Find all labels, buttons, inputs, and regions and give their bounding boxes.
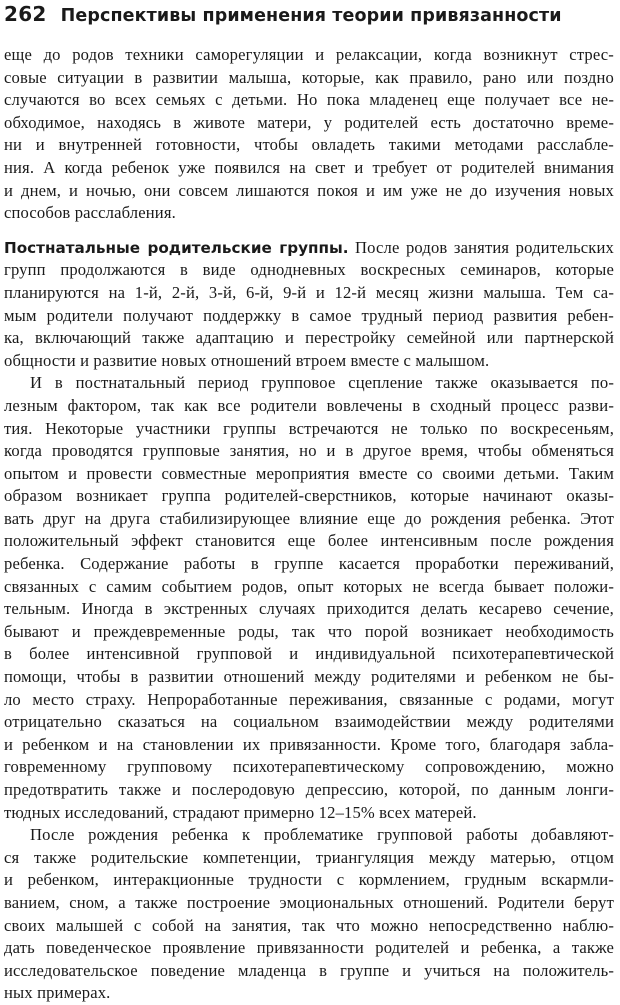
text-fragment: После родов занятия родительских [348, 237, 614, 257]
text-line: тюдных исследований, страдают примерно 12–15% всех матерей. [4, 802, 477, 822]
text-line: еще до родов техники саморегуляции и релаксации, когда возникнут стрес- [4, 45, 614, 64]
text-line: отрицательно сказаться на социальном взаимодействии между родителями [4, 712, 614, 732]
text-line: опытом и провести совместные мероприятия вместе со своими детьми. Таким [4, 463, 614, 483]
text-line: бывают и преждевременные роды, так что порой возникает необходимость [4, 621, 614, 641]
text-line: тельным. Иногда в экстренных случаях приходится делать кесарево сечение, [4, 599, 614, 619]
text-line: образом возникает группа родителей-сверстников, которые начинают оказы- [4, 486, 614, 506]
text-line: своих малышей с собой на занятия, так что можно непосредственно наблю- [4, 915, 614, 935]
text-line: помощи, чтобы в развитии отношений между родителями и ребенком не бы- [4, 667, 614, 687]
text-line: говременному групповому психотерапевтическому сопровождению, можно [4, 757, 614, 777]
paragraph-spacer [4, 225, 614, 237]
text-line: дать поведенческое проявление привязанности родителей и ребенка, а также [4, 938, 614, 958]
text-line: И в постнатальный период групповое сцепление также оказывается по- [30, 373, 614, 393]
section-run-in-heading: Постнатальные родительские группы. [4, 238, 349, 257]
text-line: групп продолжаются в виде однодневных воскресных семинаров, которые [4, 260, 614, 280]
text-line: положительный эффект становится еще более интенсивным после рождения [4, 531, 614, 551]
paragraph-postnatal-groups [4, 237, 614, 373]
text-line: лезным фактором, так как все родители вовлечены в сходный процесс разви- [4, 395, 614, 415]
text-line: ся также родительские компетенции, триангуляция между матерью, отцом [4, 847, 614, 867]
text-line: случаются во всех семьях с детьми. Но пока младенец еще получает все не- [4, 90, 614, 110]
text-line: и ребенком и на становлении их привязанности. Кроме того, благодаря забла- [4, 734, 614, 754]
text-line: тия. Некоторые участники группы встречаются не только по воскресеньям, [4, 418, 614, 438]
text-line: ных примерах. [4, 983, 111, 1003]
text-line: совые ситуации в развитии малыша, которые, как правило, рано или поздно [4, 67, 614, 87]
text-line: ванием, сном, а также построение эмоциональных отношений. Родители берут [4, 892, 614, 912]
text-line: ребенка. Содержание работы в группе касается проработки переживаний, [4, 554, 614, 574]
text-line: ния. А когда ребенок уже появился на свет и требует от родителей внимания [4, 157, 614, 177]
paragraph-continuation [4, 44, 614, 225]
running-title: Перспективы применения теории привязанности [60, 6, 562, 26]
text-line: вать друг на друга стабилизирующее влияние еще до рождения ребенка. Этот [4, 508, 614, 528]
text-line: способов расслабления. [4, 203, 176, 223]
text-line: После рождения ребенка к проблематике групповой работы добавляют- [30, 825, 614, 845]
text-line: в более интенсивной групповой и индивидуальной психотерапевтической [4, 644, 614, 664]
text-line: предотвратить также и послеродовую депрессию, которой, по данным лонги- [4, 780, 614, 799]
paragraph-group-cohesion [4, 372, 614, 824]
text-line: общности и развитие новых отношений втроем вместе с малышом. [4, 350, 490, 370]
text-line: связанных с самим событием родов, опыт которых не всегда бывает положи- [4, 576, 614, 596]
text-line [4, 237, 614, 260]
text-line: мым родители получают поддержку в самое трудный период развития ребен- [4, 305, 614, 325]
text-line: ни и внутренней готовности, чтобы овладеть такими методами расслабле- [4, 135, 614, 155]
text-line: ка, включающий также адаптацию и перестройку семейной или партнерской [4, 328, 614, 348]
text-line: ло место страху. Непроработанные переживания, связанные с родами, могут [4, 689, 614, 709]
paragraph-after-birth [4, 824, 614, 1005]
text-line: и днем, и ночью, они совсем лишаются покоя и им уже не до изучения новых [4, 180, 614, 200]
running-head [4, 0, 614, 44]
text-line: и ребенком, интеракционные трудности с кормлением, грудным вскармли- [4, 870, 614, 890]
text-line: когда проводятся групповые занятия, но и в другое время, чтобы обменяться [4, 441, 614, 461]
text-line: исследовательское поведение младенца в группе и учиться на положитель- [4, 960, 614, 980]
text-line: планируются на 1-й, 2-й, 3-й, 6-й, 9-й и 12-й месяц жизни малыша. Тем са- [4, 282, 614, 302]
text-line: обходимое, находясь в животе матери, у родителей есть достаточно време- [4, 112, 614, 132]
page-number: 262 [4, 2, 47, 26]
